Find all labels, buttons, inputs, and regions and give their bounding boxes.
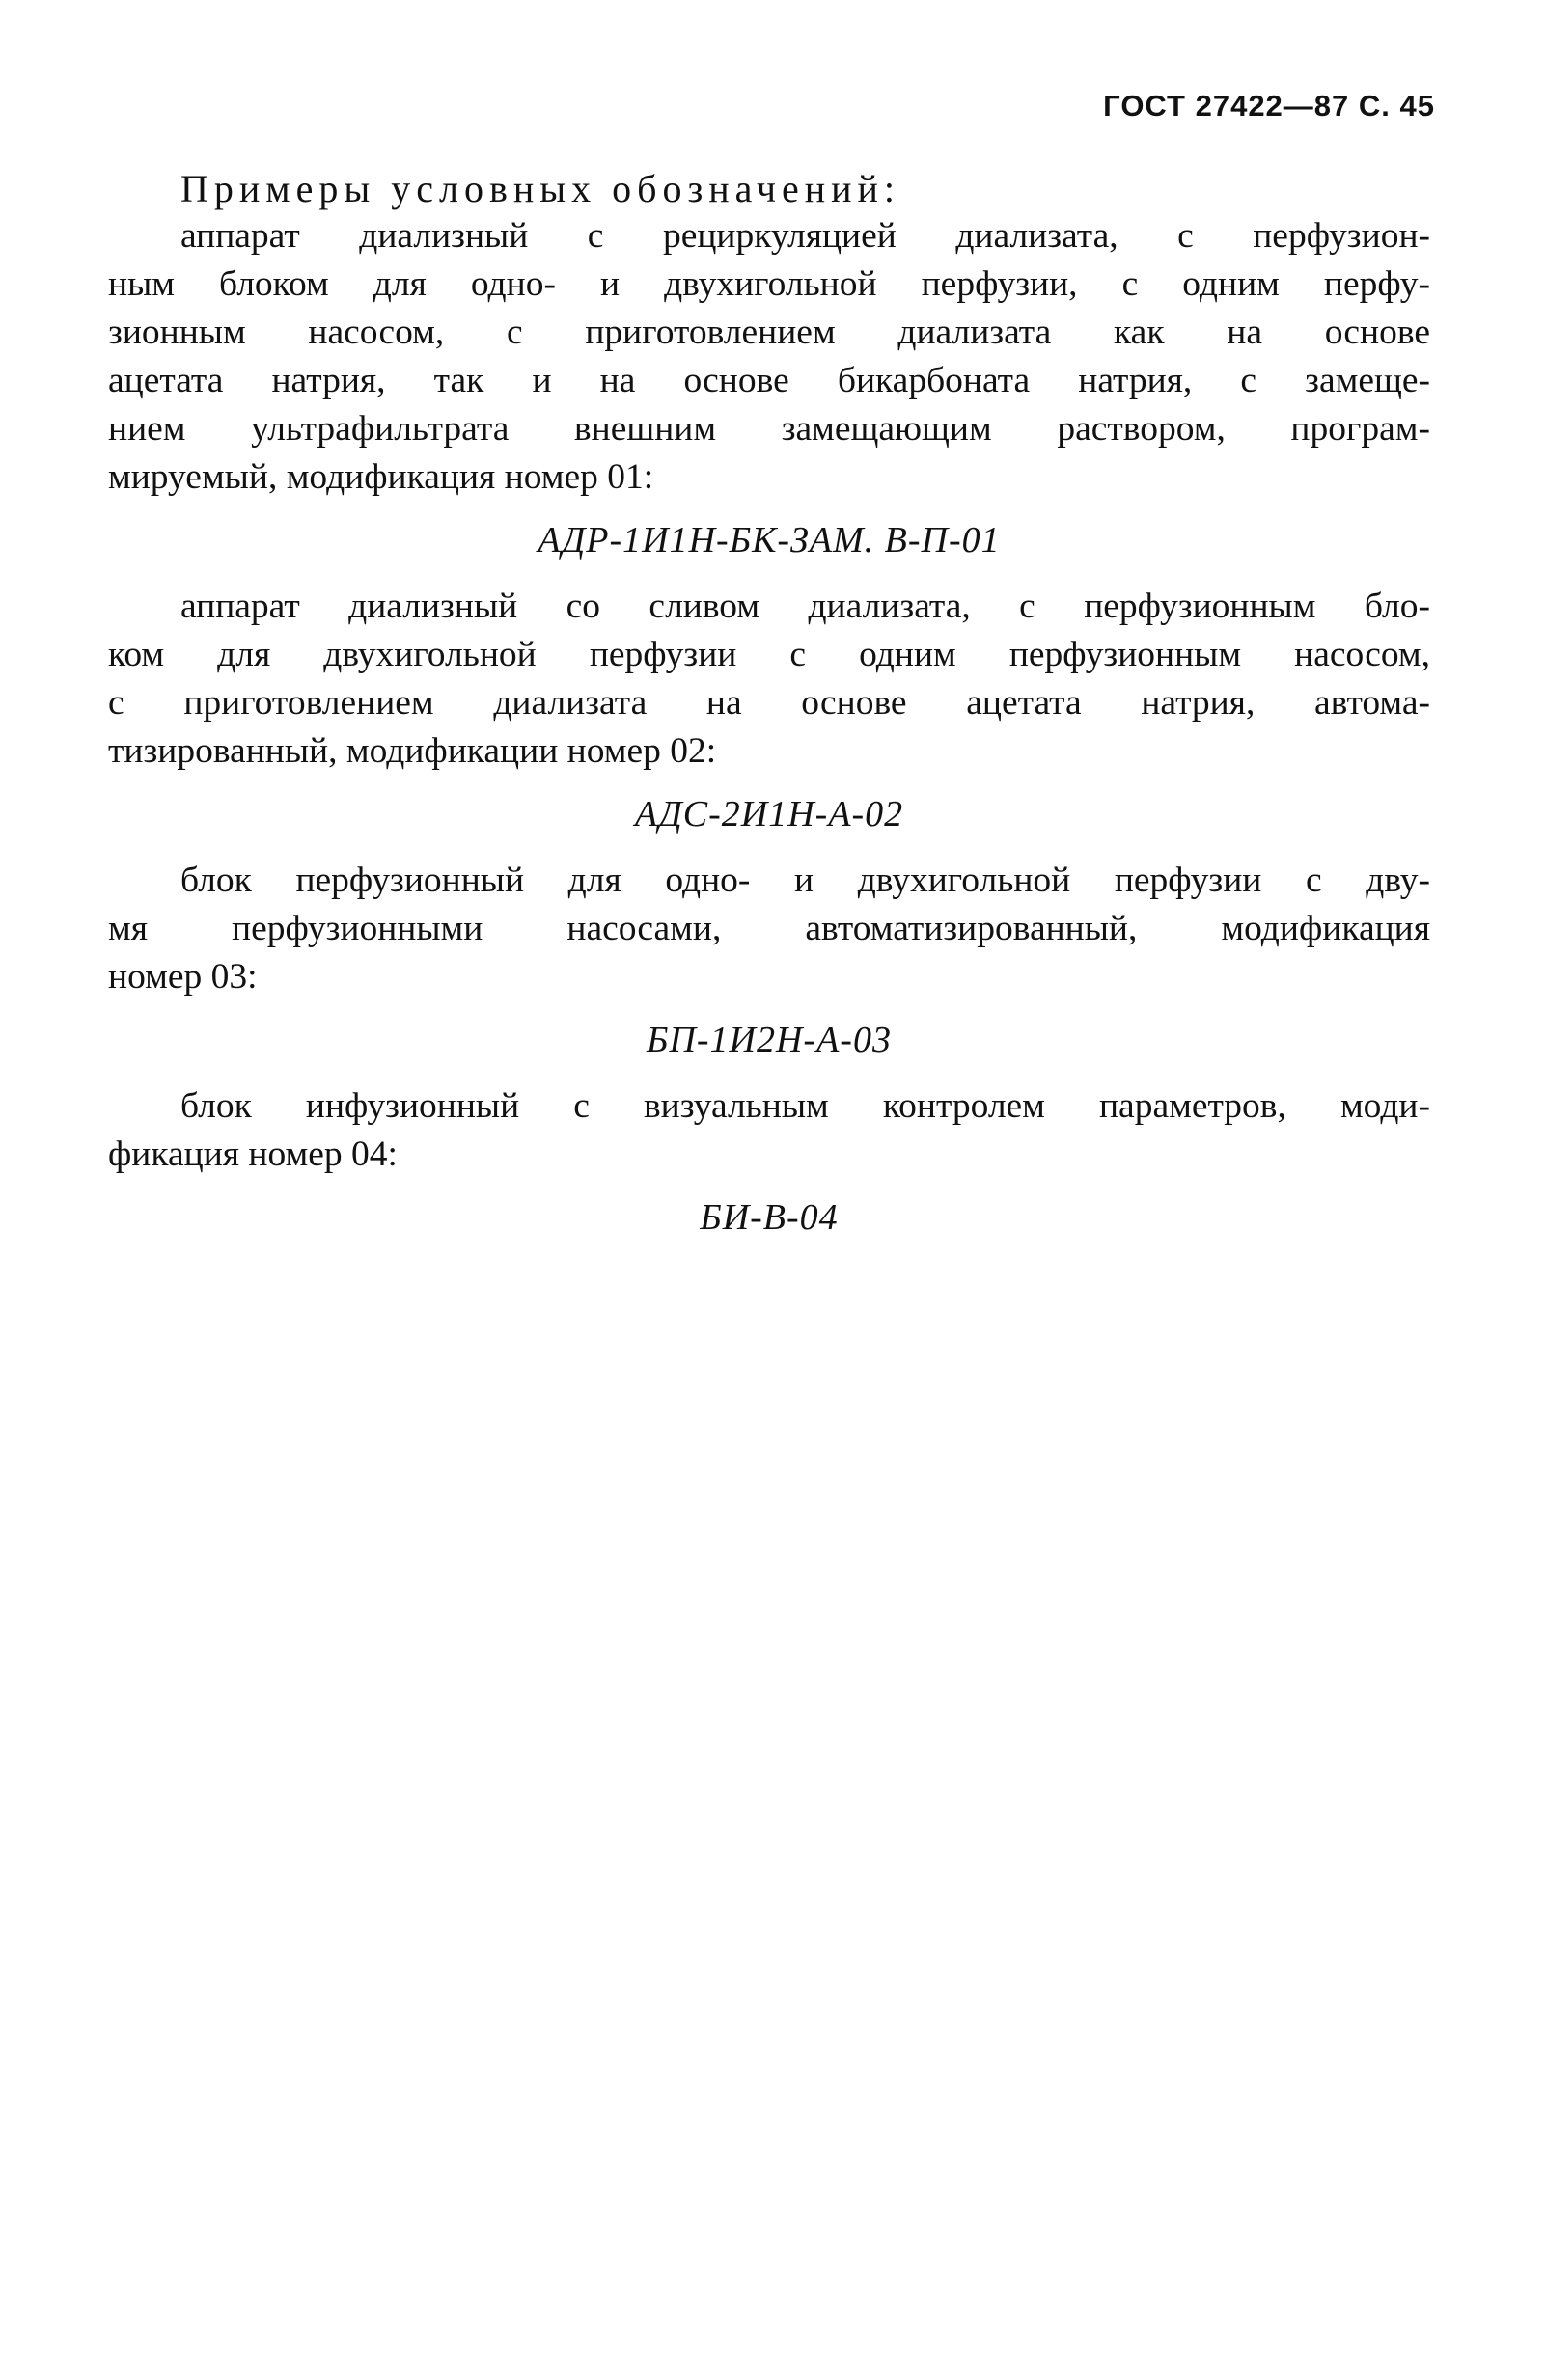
example-1-designation: АДР-1И1Н-БК-ЗАМ. В-П-01	[538, 520, 1001, 561]
example-1	[108, 212, 1430, 565]
example-2-line-2: ком для двухигольной перфузии с одним перфузионным насосом,	[108, 635, 1430, 674]
example-2-line-1: аппарат диализный со сливом диализата, с перфузионным бло-	[180, 587, 1430, 626]
example-1-line-4: ацетата натрия, так и на основе бикарбоната натрия, с замеще-	[108, 361, 1430, 400]
example-2-line-3: с приготовлением диализата на основе ацетата натрия, автома-	[108, 683, 1430, 723]
page-content	[108, 166, 1430, 1260]
example-3-line-3: номер 03:	[108, 957, 258, 997]
example-1-line-3: зионным насосом, с приготовлением диализата как на основе	[108, 313, 1430, 352]
section-heading: Примеры условных обозначений:	[180, 167, 901, 210]
example-3-line-2: мя перфузионными насосами, автоматизированный, модификация	[108, 909, 1430, 948]
example-2-designation: АДС-2И1Н-А-02	[634, 794, 904, 834]
example-3-designation: БП-1И2Н-А-03	[647, 1020, 892, 1060]
page-header: ГОСТ 27422—87 С. 45	[1103, 89, 1435, 123]
example-2-line-4: тизированный, модификации номер 02:	[108, 731, 717, 771]
example-3-line-1: блок перфузионный для одно- и двухигольной перфузии с дву-	[180, 861, 1430, 900]
example-2	[108, 583, 1430, 839]
example-1-line-6: мируемый, модификация номер 01:	[108, 457, 654, 497]
example-1-line-2: ным блоком для одно- и двухигольной перфузии, с одним перфу-	[108, 264, 1430, 304]
example-4-line-1: блок инфузионный с визуальным контролем параметров, моди-	[180, 1086, 1430, 1126]
example-1-line-5: нием ультрафильтрата внешним замещающим раствором, програм-	[108, 409, 1430, 449]
example-1-line-1: аппарат диализный с рециркуляцией диализата, с перфузион-	[180, 216, 1430, 256]
example-3	[108, 857, 1430, 1065]
example-4	[108, 1082, 1430, 1243]
example-4-designation: БИ-В-04	[700, 1197, 839, 1238]
example-4-line-2: фикация номер 04:	[108, 1135, 398, 1174]
